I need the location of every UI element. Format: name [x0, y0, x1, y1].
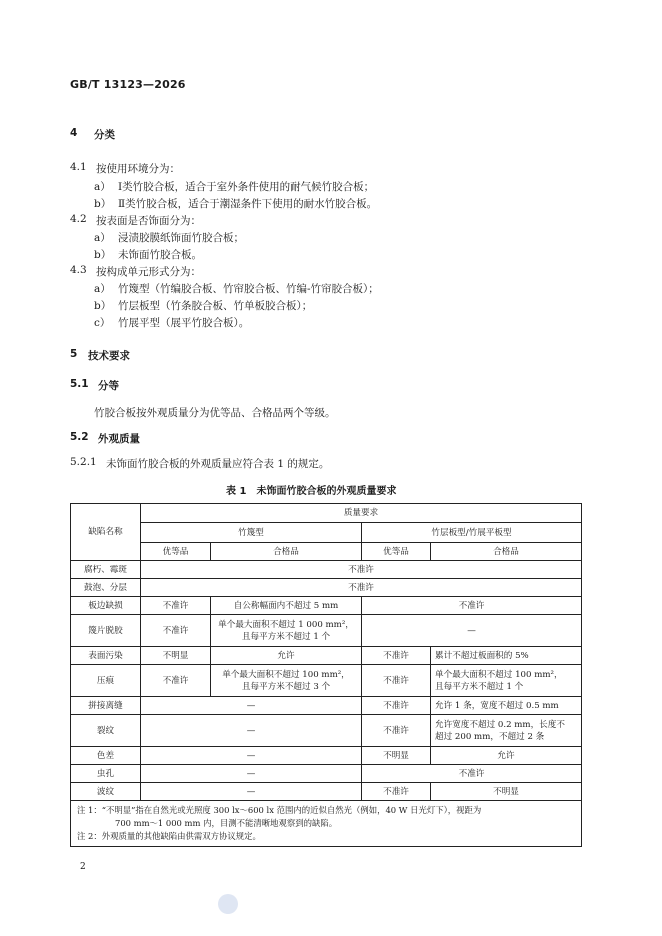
clause-4-2-b-label: b） — [94, 249, 112, 261]
clause-4-3-a-label: a） — [94, 283, 111, 295]
requirement-cell: — — [141, 747, 362, 765]
requirement-line: 且每平方米不超过 1 个 — [435, 681, 524, 692]
table-row — [71, 561, 582, 579]
requirement-cell: 允许 — [211, 647, 362, 665]
clause-4-1-b-label: b） — [94, 198, 112, 210]
header-quality-requirement: 质量要求 — [141, 504, 582, 523]
note-1-line-2: 700 mm～1 000 mm 内，目测不能清晰地观察到的缺陷。 — [115, 818, 338, 828]
header-grade-superior: 优等品 — [362, 543, 431, 561]
requirement-cell: 不准许 — [362, 597, 582, 615]
requirement-line: 超过 200 mm，不超过 2 条 — [435, 731, 545, 742]
requirement-cell: 不准许 — [141, 665, 211, 697]
defect-name: 腐朽、霉斑 — [71, 561, 141, 579]
table-row — [71, 715, 582, 747]
clause-4-1-b-text: Ⅱ类竹胶合板，适合于潮湿条件下使用的耐水竹胶合板。 — [118, 198, 378, 210]
requirement-cell: — — [141, 697, 362, 715]
requirement-cell: 不准许 — [141, 561, 582, 579]
requirement-cell: — — [141, 715, 362, 747]
clause-5-2-1-number: 5.2.1 — [70, 456, 97, 468]
requirement-line: 允许宽度不超过 0.2 mm，长度不 — [435, 719, 565, 730]
header-type-bamboo-strip: 竹篾型 — [141, 523, 362, 543]
defect-name: 拼接离缝 — [71, 697, 141, 715]
table-caption: 表 1 未饰面竹胶合板的外观质量要求 — [226, 486, 397, 497]
page-number: 2 — [80, 862, 86, 872]
table-row — [71, 615, 582, 647]
table-row — [71, 765, 582, 783]
requirement-line: 单个最大面积不超过 100 mm²， — [222, 669, 350, 680]
clause-5-1-title: 分等 — [98, 380, 119, 392]
requirement-cell: 不准许 — [141, 615, 211, 647]
table-row — [71, 747, 582, 765]
requirement-cell: 不准许 — [362, 715, 431, 747]
clause-4-3-number: 4.3 — [70, 264, 87, 276]
header-grade-qualified: 合格品 — [431, 543, 582, 561]
note-2: 注 2：外观质量的其他缺陷由供需双方协议规定。 — [77, 831, 261, 841]
watermark-logo — [218, 894, 238, 914]
requirement-cell: 自公称幅面内不超过 5 mm — [211, 597, 362, 615]
requirement-cell: 不准许 — [362, 783, 431, 801]
clause-5-2-number: 5.2 — [70, 431, 89, 443]
header-grade-superior: 优等品 — [141, 543, 211, 561]
standard-number: GB/T 13123—2026 — [70, 78, 186, 91]
clause-4-1-a-label: a） — [94, 181, 111, 193]
defect-name: 压痕 — [71, 665, 141, 697]
requirement-cell: — — [141, 783, 362, 801]
requirement-line: 单个最大面积不超过 1 000 mm²， — [218, 619, 354, 630]
requirement-cell: 不准许 — [362, 765, 582, 783]
clause-4-3-b-label: b） — [94, 300, 112, 312]
defect-name: 裂纹 — [71, 715, 141, 747]
requirement-cell — [211, 665, 362, 697]
requirement-cell: 不准许 — [141, 579, 582, 597]
requirement-cell: 不明显 — [362, 747, 431, 765]
clause-5-1-number: 5.1 — [70, 378, 89, 390]
requirement-cell: 允许 — [431, 747, 582, 765]
header-grade-qualified: 合格品 — [211, 543, 362, 561]
clause-4-1-number: 4.1 — [70, 161, 87, 173]
clause-4-2-b-text: 未饰面竹胶合板。 — [118, 249, 202, 261]
clause-4-2-a-text: 浸渍胶膜纸饰面竹胶合板； — [118, 232, 244, 244]
defect-name: 表面污染 — [71, 647, 141, 665]
table-row — [71, 697, 582, 715]
table-row — [71, 665, 582, 697]
clause-4-3-text: 按构成单元形式分为： — [96, 266, 201, 278]
requirement-cell: — — [362, 615, 582, 647]
section-5-number: 5 — [70, 348, 78, 360]
header-defect-name: 缺陷名称 — [71, 504, 141, 561]
clause-5-1-text: 竹胶合板按外观质量分为优等品、合格品两个等级。 — [94, 407, 336, 419]
requirement-cell: 不准许 — [141, 597, 211, 615]
requirement-line: 单个最大面积不超过 100 mm²， — [435, 669, 563, 680]
table-notes-row — [71, 801, 582, 847]
table-row — [71, 597, 582, 615]
defect-name: 篾片脱胶 — [71, 615, 141, 647]
appearance-quality-table — [70, 503, 582, 847]
requirement-cell — [431, 715, 582, 747]
requirement-cell: — — [141, 765, 362, 783]
note-1-line-1: 注 1：“不明显”指在自然光或光照度 300 lx～600 lx 范围内的近似自然光（例如，40 W 日光灯下），视距为 — [77, 805, 482, 815]
requirement-cell: 不准许 — [362, 697, 431, 715]
table-row — [71, 783, 582, 801]
table-notes — [71, 801, 582, 847]
clause-5-2-title: 外观质量 — [98, 433, 140, 445]
section-5-title: 技术要求 — [88, 350, 130, 362]
table-row — [71, 647, 582, 665]
clause-5-2-1-text: 未饰面竹胶合板的外观质量应符合表 1 的规定。 — [106, 458, 330, 470]
clause-4-3-c-label: c） — [94, 317, 111, 329]
clause-4-3-c-text: 竹展平型（展平竹胶合板）。 — [118, 317, 250, 329]
table-row — [71, 579, 582, 597]
defect-name: 虫孔 — [71, 765, 141, 783]
defect-name: 板边缺损 — [71, 597, 141, 615]
requirement-cell: 不明显 — [431, 783, 582, 801]
clause-4-3-a-text: 竹篾型（竹编胶合板、竹帘胶合板、竹编-竹帘胶合板）； — [118, 283, 379, 295]
clause-4-3-b-text: 竹层板型（竹条胶合板、竹单板胶合板）； — [118, 300, 313, 312]
requirement-cell: 不准许 — [362, 665, 431, 697]
requirement-cell — [431, 665, 582, 697]
section-4-title: 分类 — [94, 129, 115, 141]
defect-name: 色差 — [71, 747, 141, 765]
requirement-line: 且每平方米不超过 1 个 — [241, 631, 331, 642]
header-type-bamboo-layer: 竹层板型/竹展平板型 — [362, 523, 582, 543]
requirement-cell — [211, 615, 362, 647]
requirement-cell: 累计不超过板面积的 5% — [431, 647, 582, 665]
clause-4-1-a-text: Ⅰ类竹胶合板，适合于室外条件使用的耐气候竹胶合板； — [118, 181, 375, 193]
clause-4-2-text: 按表面是否饰面分为： — [96, 215, 201, 227]
requirement-cell: 不明显 — [141, 647, 211, 665]
requirement-line: 且每平方米不超过 3 个 — [241, 681, 331, 692]
requirement-cell: 允许 1 条，宽度不超过 0.5 mm — [431, 697, 582, 715]
defect-name: 鼓泡、分层 — [71, 579, 141, 597]
section-4-number: 4 — [70, 127, 78, 139]
defect-name: 波纹 — [71, 783, 141, 801]
requirement-cell: 不准许 — [362, 647, 431, 665]
clause-4-2-a-label: a） — [94, 232, 111, 244]
clause-4-1-text: 按使用环境分为： — [96, 163, 180, 175]
clause-4-2-number: 4.2 — [70, 213, 87, 225]
